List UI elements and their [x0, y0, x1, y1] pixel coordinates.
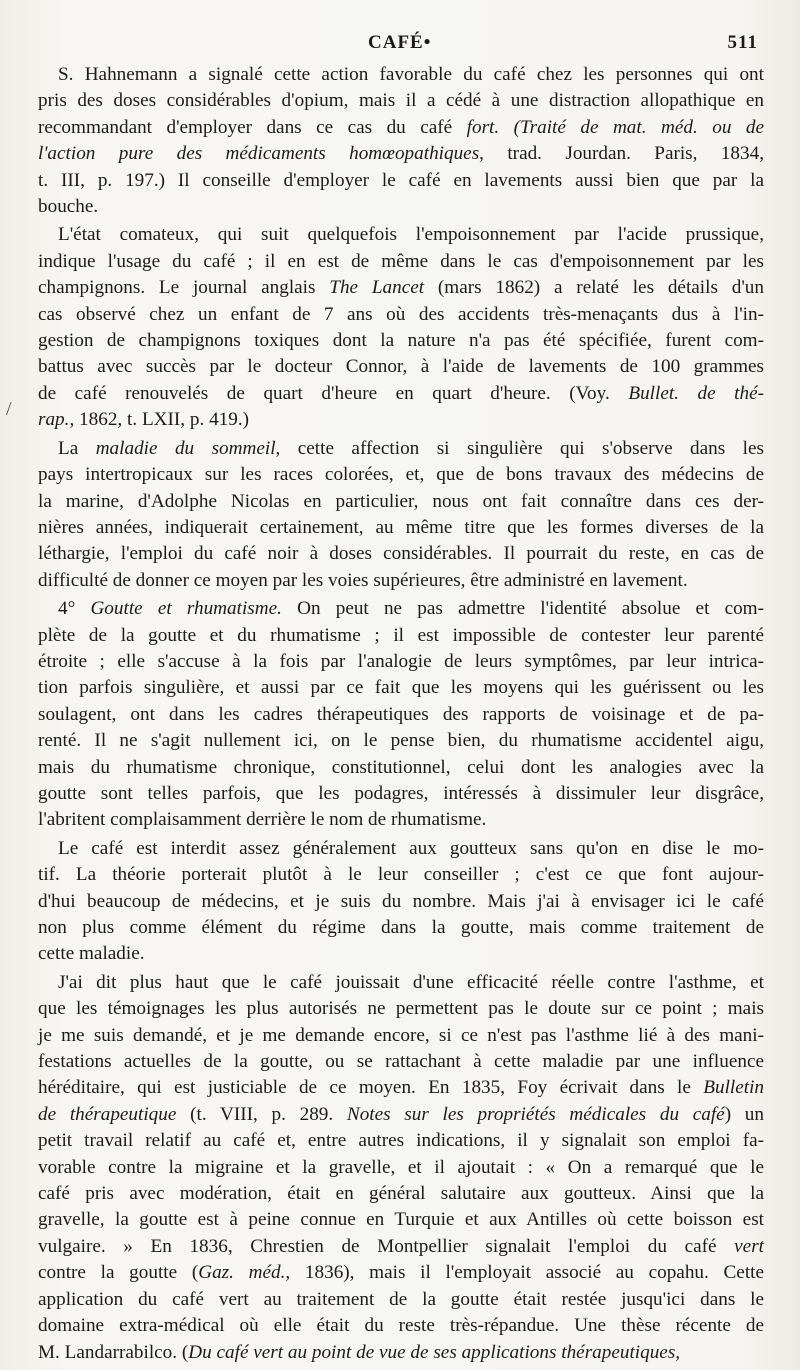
text-line: [38, 141, 764, 167]
italic-text: rap.: [38, 409, 70, 431]
text-run: l'abritent complaisamment derrière le nom de rhumatisme.: [38, 809, 487, 831]
text-run: léthargie, l'emploi du café noir à doses considérables. Il pourrait du reste, en cas de: [38, 543, 764, 565]
running-head: CAFÉ•: [368, 32, 432, 53]
text-line: [38, 328, 764, 354]
page-number: 511: [727, 32, 758, 53]
text-run: , 1836), mais il l'employait associé au copahu. Cette: [285, 1262, 764, 1284]
text-line: [38, 1313, 764, 1339]
text-line: [38, 168, 764, 194]
text-run: cas observé chez un enfant de 7 ans où des accidents très-menaçants dus à l'in-: [38, 303, 764, 325]
text-run: ) un: [724, 1103, 764, 1125]
text-run: gestion de champignons toxiques dont la nature n'a pas été spécifiée, furent com-: [38, 330, 764, 352]
text-run: indique l'usage du café ; il en est de même dans le cas d'empoisonnement par les: [38, 250, 764, 272]
text-line: [38, 489, 764, 515]
text-line: [38, 1155, 764, 1181]
text-line: [38, 675, 764, 701]
text-line: [38, 781, 764, 807]
text-run: nières années, indiquerait certainement, au même titre que les formes diverses de la: [38, 516, 764, 538]
text-line: [38, 1128, 764, 1154]
text-line: [38, 1181, 764, 1207]
text-run: gravelle, la goutte est à peine connue en Turquie et aux Antilles où cette boisson est: [38, 1209, 764, 1231]
text-run: renté. Il ne s'agit nullement ici, on le pense bien, du rhumatisme accidentel aigu,: [38, 730, 764, 752]
text-run: difficulté de donner ce moyen par les voies supérieures, être administré en lavement.: [38, 569, 688, 591]
text-run: de café renouvelés de quart d'heure en quart d'heure. (Voy.: [38, 382, 629, 404]
paragraph: [38, 62, 764, 220]
text-line: [38, 62, 764, 88]
text-line: [38, 862, 764, 888]
text-line: [38, 1049, 764, 1075]
text-run: je me suis demandé, et je me demande encore, si ce n'est pas l'asthme lié à des mani-: [38, 1024, 764, 1046]
text-run: héréditaire, qui est justiciable de ce moyen. En 1835, Foy écrivait dans le: [38, 1077, 704, 1099]
text-line: [38, 1023, 764, 1049]
italic-text: maladie du sommeil: [95, 437, 276, 459]
italic-text: Bulletin: [703, 1077, 764, 1099]
text-run: étroite ; elle s'accuse à la fois par l'analogie de leurs symptômes, par leur intrica-: [38, 650, 764, 672]
text-run: que les témoignages les plus autorisés ne permettent pas le doute sur ce point ; mais: [38, 998, 764, 1020]
text-run: M. Landarrabilco. (: [38, 1341, 189, 1363]
text-run: vulgaire. » En 1836, Chrestien de Montpellier signalait l'emploi du café: [38, 1235, 735, 1257]
text-run: la marine, d'Adolphe Nicolas en particulier, nous ont fait connaître dans ces der-: [38, 490, 764, 512]
text-run: pays intertropicaux sur les races colorées, et, que de bons travaux des médecins de: [38, 464, 764, 486]
italic-text: Gaz. méd.: [198, 1262, 286, 1284]
text-run: festations actuelles de la goutte, ou se rattachant à cette maladie par une influence: [38, 1051, 764, 1073]
text-line: [38, 381, 764, 407]
text-line: [38, 702, 764, 728]
text-line: [38, 649, 764, 675]
text-run: bouche.: [38, 196, 99, 218]
text-line: [38, 275, 764, 301]
text-run: tif. La théorie porterait plutôt à le leur conseiller ; c'est ce que font aujour-: [38, 864, 764, 886]
text-line: [38, 1340, 764, 1366]
page-header: [38, 28, 764, 62]
text-run: (t. VIII, p. 289.: [176, 1103, 347, 1125]
text-run: contre la goutte (: [38, 1262, 199, 1284]
text-run: S. Hahnemann a signalé cette action favorable du café chez les personnes qui ont: [58, 64, 764, 85]
paragraph: [38, 596, 764, 834]
text-line: [38, 596, 764, 622]
text-run: La: [58, 437, 96, 459]
text-line: [38, 996, 764, 1022]
text-line: [38, 222, 764, 248]
text-line: [38, 354, 764, 380]
text-run: battus avec succès par le docteur Connor, à l'aide de lavements de 100 grammes: [38, 356, 764, 378]
text-run: (mars 1862) a relaté les détails d'un: [424, 277, 764, 299]
text-run: application du café vert au traitement de la goutte était restée jusqu'ici dans le: [38, 1288, 764, 1310]
text-line: [38, 1234, 764, 1260]
text-run: Le café est interdit assez généralement aux goutteux sans qu'on en dise le mo-: [58, 837, 764, 859]
text-line: [38, 623, 764, 649]
text-line: [38, 407, 764, 433]
paragraph: [38, 836, 764, 968]
text-run: non plus comme élément du régime dans la goutte, mais comme traitement de: [38, 917, 764, 938]
text-line: [38, 1102, 764, 1128]
text-line: [38, 807, 764, 833]
text-line: [38, 836, 764, 862]
text-run: recommandant d'employer dans ce cas du café: [38, 116, 467, 138]
text-run: , cette affection si singulière qui s'observe dans les: [275, 437, 764, 459]
text-line: [38, 249, 764, 275]
italic-text: The Lancet: [329, 277, 425, 299]
text-line: [38, 755, 764, 781]
text-line: [38, 1207, 764, 1233]
text-line: [38, 88, 764, 114]
italic-text: Goutte et rhumatisme.: [90, 598, 282, 620]
text-run: L'état comateux, qui suit quelquefois l'empoisonnement par l'acide prussique,: [58, 224, 764, 246]
text-run: , trad. Jourdan. Paris, 1834,: [479, 143, 764, 165]
italic-text: de thérapeutique: [38, 1103, 177, 1125]
paragraph: [38, 436, 764, 594]
italic-text: Bullet. de thé-: [628, 382, 765, 404]
text-line: [38, 515, 764, 541]
italic-text: l'action pure des médicaments homœopathiques: [38, 143, 480, 165]
paragraph: [38, 222, 764, 433]
text-line: [38, 436, 764, 462]
text-line: [38, 462, 764, 488]
text-run: tion parfois singulière, et aussi par ce fait que les moyens qui les guérissent ou les: [38, 677, 764, 699]
text-run: champignons. Le journal anglais: [38, 277, 330, 299]
text-line: [38, 941, 764, 967]
italic-text: Notes sur les propriétés médicales du café: [346, 1103, 725, 1125]
text-run: pris des doses considérables d'opium, mais il a cédé à une distraction allopathique en: [38, 90, 764, 112]
italic-text: Du café vert au point de vue de ses applications thérapeutiques,: [188, 1341, 681, 1363]
text-run: vorable contre la migraine et la gravelle, et il ajoutait : « On a remarqué que le: [38, 1156, 764, 1178]
italic-text: vert: [734, 1235, 764, 1257]
text-run: domaine extra-médical où elle était du reste très-répandue. Une thèse récente de: [38, 1315, 764, 1337]
text-line: [38, 302, 764, 328]
text-run: 4°: [58, 598, 91, 620]
text-run: petit travail relatif au café et, entre autres indications, il y signalait son emploi fa-: [38, 1130, 764, 1152]
text-run: J'ai dit plus haut que le café jouissait d'une efficacité réelle contre l'asthme, et: [58, 971, 764, 993]
italic-text: fort. (Traité de mat. méd. ou de: [466, 116, 764, 138]
text-run: mais du rhumatisme chronique, constitutionnel, celui dont les analogies avec la: [38, 756, 764, 778]
text-run: d'hui beaucoup de médecins, et je suis du nombre. Mais j'ai à envisager ici le café: [38, 890, 764, 912]
text-run: On peut ne pas admettre l'identité absolue et com-: [281, 598, 764, 620]
text-run: goutte sont telles parfois, que les podagres, intéressés à dissimuler leur disgrâce,: [38, 782, 764, 804]
text-run: plète de la goutte et du rhumatisme ; il est impossible de contester leur parenté: [38, 624, 764, 646]
paragraph: [38, 970, 764, 1366]
text-line: [38, 889, 764, 915]
text-line: [38, 541, 764, 567]
text-line: [38, 1075, 764, 1101]
text-line: [38, 915, 764, 941]
text-run: soulagent, ont dans les cadres thérapeutiques des rapports de voisinage et de pa-: [38, 703, 764, 725]
text-line: [38, 1260, 764, 1286]
text-line: [38, 194, 764, 220]
text-run: café pris avec modération, était en général salutaire aux goutteux. Ainsi que la: [38, 1183, 764, 1205]
text-run: t. III, p. 197.) Il conseille d'employer le café en lavements aussi bien que par la: [38, 169, 764, 191]
body-text: [38, 62, 764, 1366]
text-line: [38, 728, 764, 754]
text-line: [38, 115, 764, 141]
text-line: [38, 970, 764, 996]
margin-mark: /: [6, 398, 12, 420]
text-line: [38, 568, 764, 594]
text-run: , 1862, t. LXII, p. 419.): [69, 409, 250, 431]
text-run: cette maladie.: [38, 943, 145, 965]
text-line: [38, 1287, 764, 1313]
